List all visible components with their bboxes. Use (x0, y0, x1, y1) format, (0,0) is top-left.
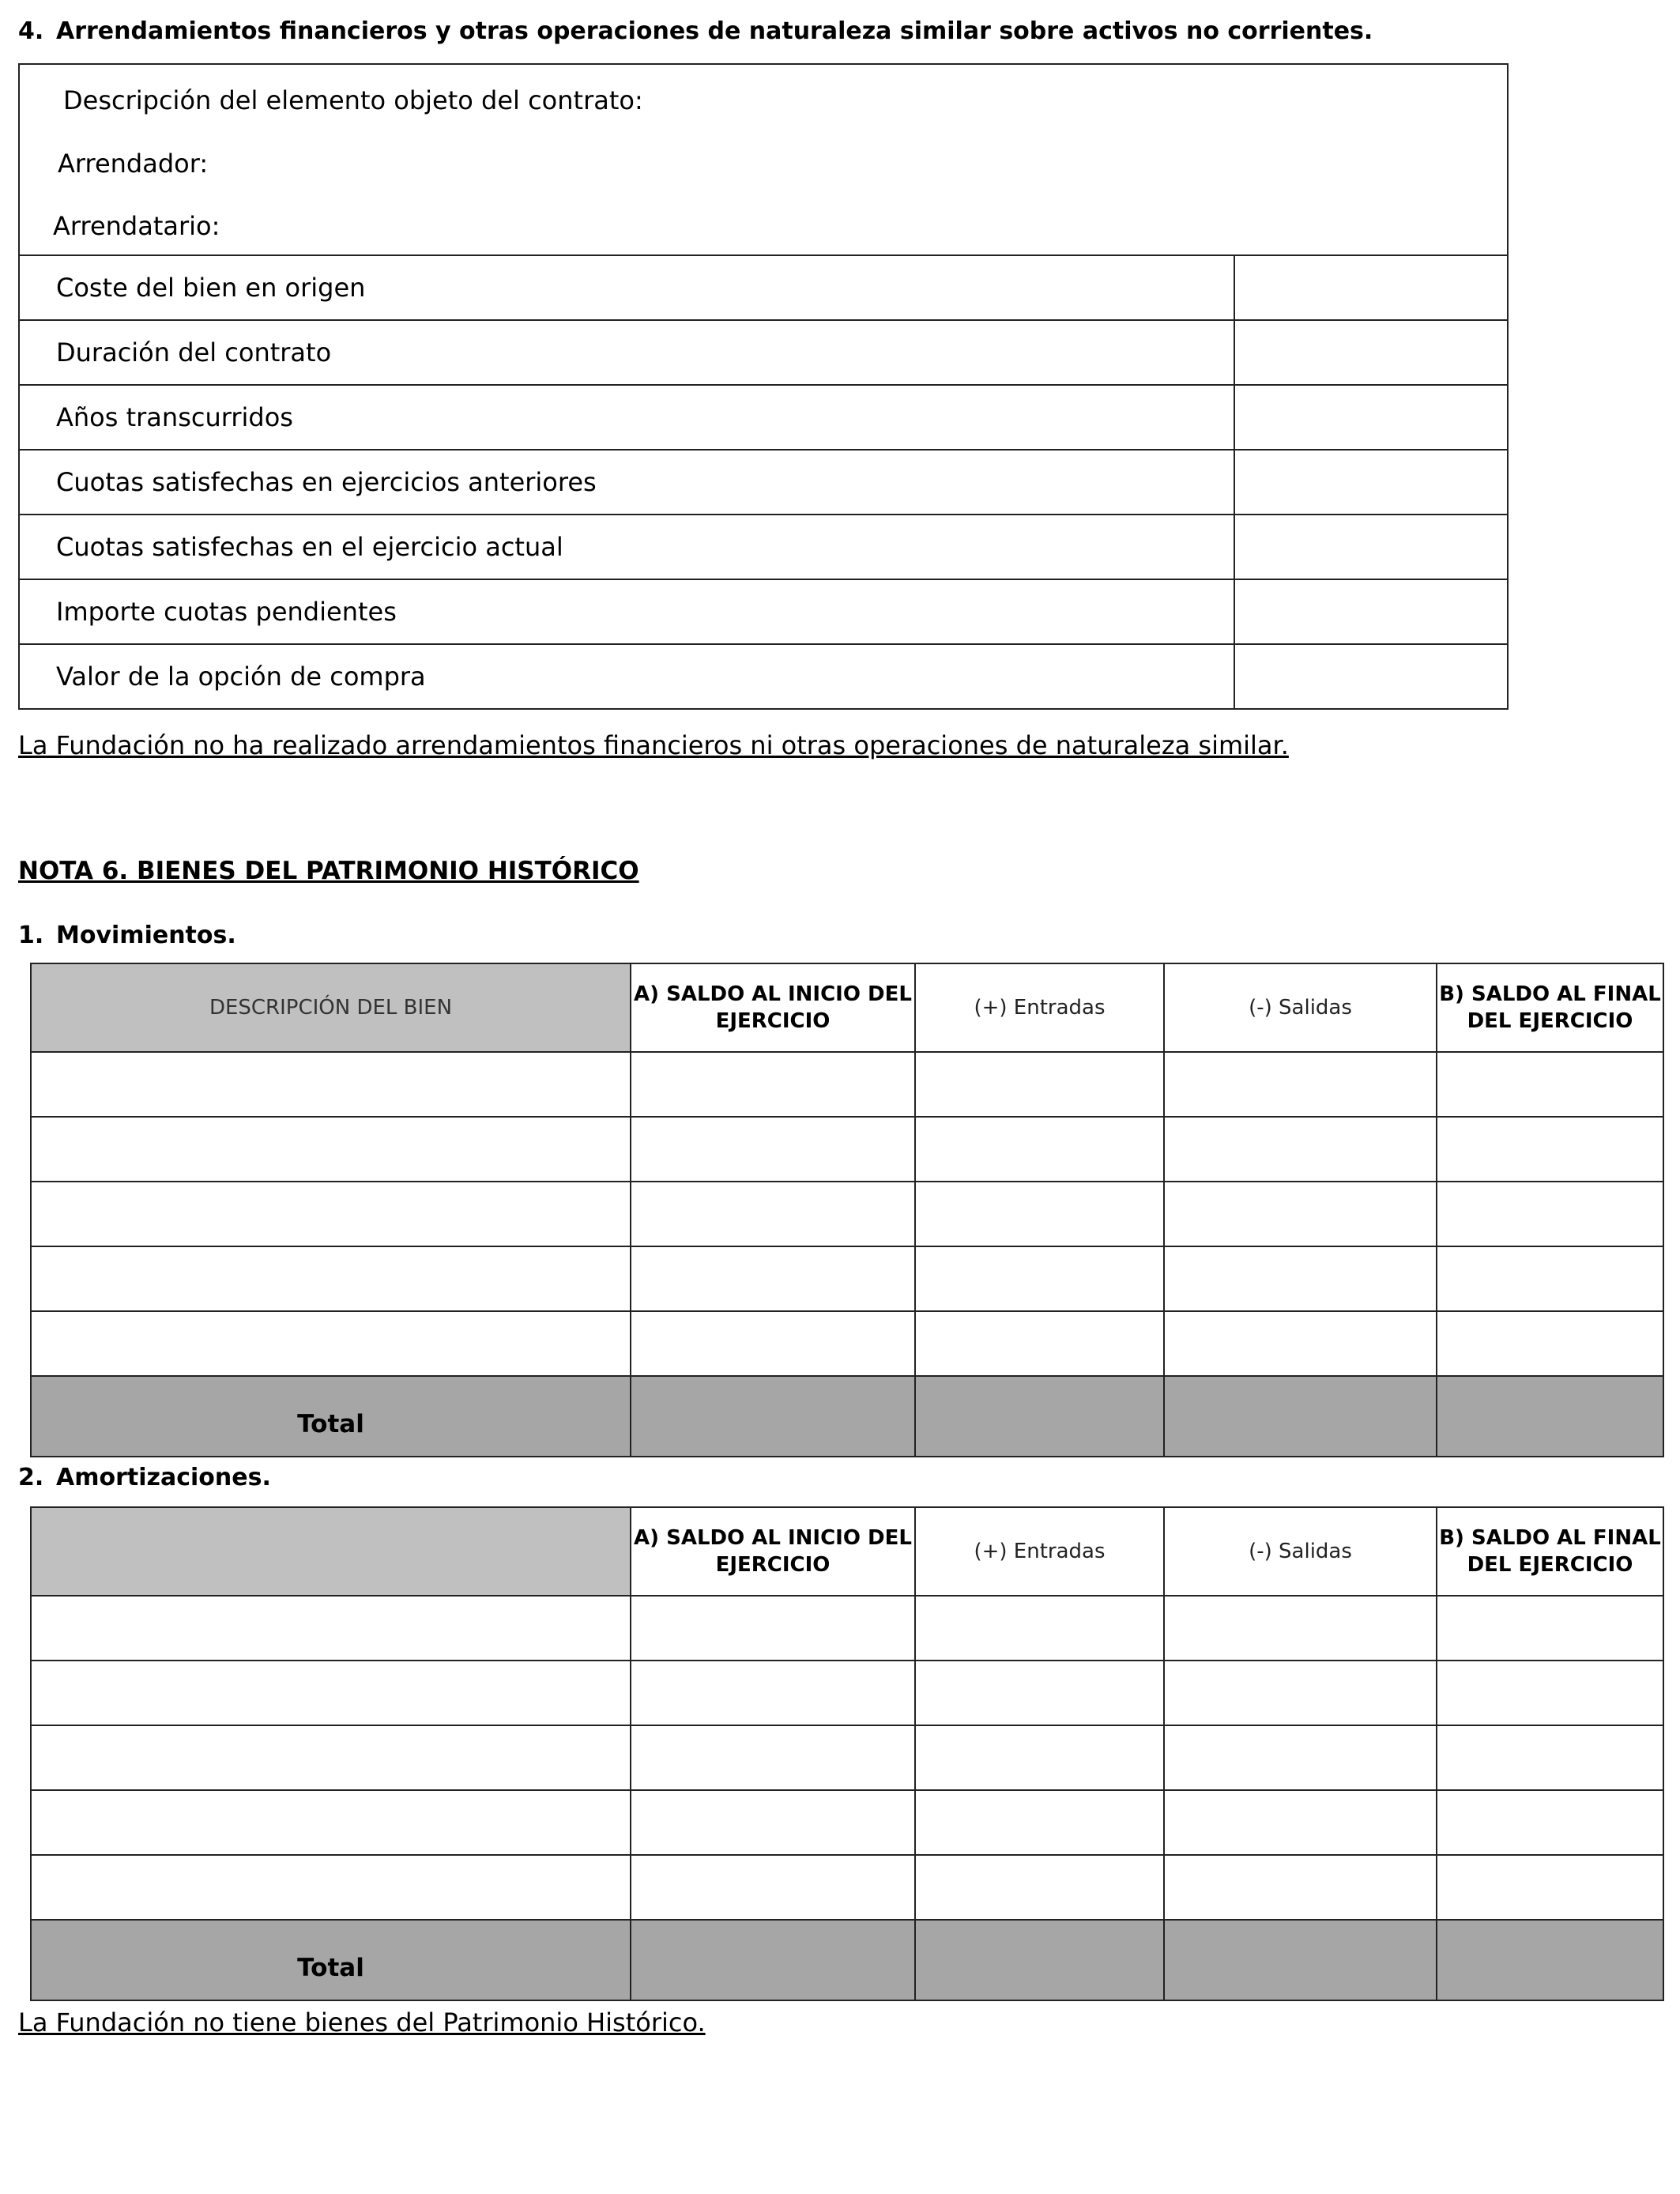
lease-row-value[interactable] (1234, 385, 1508, 450)
lease-row-value[interactable] (1234, 450, 1508, 515)
table-cell[interactable] (631, 1596, 915, 1661)
table-row (31, 1052, 1663, 1117)
lease-row-label: Duración del contrato (19, 320, 1234, 385)
table-cell[interactable] (1164, 1596, 1437, 1661)
section-title: Arrendamientos financieros y otras operaciones de naturaleza similar sobre activos no corrientes. (56, 17, 1373, 45)
total-cell (1437, 1920, 1663, 2000)
table-cell[interactable] (631, 1855, 915, 1920)
table-row (31, 1596, 1663, 1661)
description-label: Descripción del elemento objeto del contrato: (63, 85, 643, 115)
table-cell[interactable] (915, 1790, 1164, 1855)
col-header-exits: (-) Salidas (1164, 1507, 1437, 1596)
table-cell[interactable] (31, 1182, 631, 1246)
contract-info-cell (19, 64, 1508, 255)
table-cell[interactable] (1437, 1311, 1663, 1376)
table-cell[interactable] (31, 1855, 631, 1920)
table-cell[interactable] (631, 1052, 915, 1117)
table-cell[interactable] (1437, 1117, 1663, 1182)
table-cell[interactable] (1437, 1246, 1663, 1311)
total-cell (1164, 1920, 1437, 2000)
total-cell (915, 1920, 1164, 2000)
total-cell (631, 1920, 915, 2000)
table-cell[interactable] (631, 1790, 915, 1855)
table-cell[interactable] (631, 1725, 915, 1790)
col-header-opening-balance: A) SALDO AL INICIO DEL EJERCICIO (631, 1507, 915, 1596)
table-cell[interactable] (1164, 1661, 1437, 1725)
table-row (31, 1311, 1663, 1376)
table-cell[interactable] (31, 1311, 631, 1376)
table-row (31, 1725, 1663, 1790)
lessor-label: Arrendador: (58, 149, 209, 179)
movimientos-heading (18, 922, 236, 949)
lease-row-label: Cuotas satisfechas en ejercicios anteriores (19, 450, 1234, 515)
table-cell[interactable] (31, 1596, 631, 1661)
table-cell[interactable] (915, 1052, 1164, 1117)
lease-row (19, 515, 1508, 579)
table-cell[interactable] (1437, 1596, 1663, 1661)
lease-row-value[interactable] (1234, 255, 1508, 320)
lease-row (19, 255, 1508, 320)
section-number: 2. (18, 1464, 44, 1491)
table-row (31, 1182, 1663, 1246)
lease-row-label: Años transcurridos (19, 385, 1234, 450)
lessee-label: Arrendatario: (53, 211, 220, 241)
table-cell[interactable] (1164, 1182, 1437, 1246)
lease-row (19, 579, 1508, 644)
table-cell[interactable] (1437, 1661, 1663, 1725)
table-cell[interactable] (31, 1725, 631, 1790)
table-cell[interactable] (1437, 1052, 1663, 1117)
total-label: Total (31, 1376, 631, 1457)
lease-table (18, 63, 1509, 710)
nota6-title: NOTA 6. BIENES DEL PATRIMONIO HISTÓRICO (18, 857, 639, 885)
lease-row-label: Coste del bien en origen (19, 255, 1234, 320)
table-cell[interactable] (1164, 1311, 1437, 1376)
table-row (31, 1246, 1663, 1311)
table-cell[interactable] (631, 1182, 915, 1246)
section-4-heading (18, 17, 1373, 45)
table-cell[interactable] (915, 1117, 1164, 1182)
table-cell[interactable] (631, 1311, 915, 1376)
table-cell[interactable] (915, 1246, 1164, 1311)
table-cell[interactable] (1437, 1790, 1663, 1855)
col-header-description: DESCRIPCIÓN DEL BIEN (31, 963, 631, 1052)
table-cell[interactable] (915, 1855, 1164, 1920)
table-cell[interactable] (631, 1117, 915, 1182)
col-header-opening-balance: A) SALDO AL INICIO DEL EJERCICIO (631, 963, 915, 1052)
total-label: Total (31, 1920, 631, 2000)
lease-row (19, 450, 1508, 515)
total-cell (915, 1376, 1164, 1457)
section-title: Amortizaciones. (56, 1464, 271, 1491)
section-number: 1. (18, 922, 44, 949)
section-number: 4. (18, 17, 44, 45)
patrimonio-note: La Fundación no tiene bienes del Patrimonio Histórico. (18, 2007, 706, 2038)
lease-row-label: Valor de la opción de compra (19, 644, 1234, 709)
total-row (31, 1376, 1663, 1457)
lease-row-label: Importe cuotas pendientes (19, 579, 1234, 644)
table-cell[interactable] (915, 1182, 1164, 1246)
lease-row-value[interactable] (1234, 644, 1508, 709)
lease-row-value[interactable] (1234, 579, 1508, 644)
total-row (31, 1920, 1663, 2000)
table-row (31, 1117, 1663, 1182)
table-cell[interactable] (31, 1246, 631, 1311)
table-cell[interactable] (1164, 1052, 1437, 1117)
table-cell[interactable] (31, 1661, 631, 1725)
table-cell[interactable] (1437, 1725, 1663, 1790)
lease-note: La Fundación no ha realizado arrendamientos financieros ni otras operaciones de naturaleza similar. (18, 730, 1289, 760)
total-cell (631, 1376, 915, 1457)
table-cell[interactable] (1437, 1182, 1663, 1246)
table-cell[interactable] (31, 1052, 631, 1117)
table-cell[interactable] (915, 1311, 1164, 1376)
table-cell[interactable] (31, 1117, 631, 1182)
total-cell (1164, 1376, 1437, 1457)
col-header-description (31, 1507, 631, 1596)
section-title: Movimientos. (56, 922, 236, 949)
total-cell (1437, 1376, 1663, 1457)
table-cell[interactable] (915, 1725, 1164, 1790)
col-header-closing-balance: B) SALDO AL FINAL DEL EJERCICIO (1437, 963, 1663, 1052)
lease-row-value[interactable] (1234, 320, 1508, 385)
movimientos-table (30, 963, 1664, 1457)
amortizaciones-heading (18, 1464, 271, 1491)
table-row (31, 1661, 1663, 1725)
table-cell[interactable] (1164, 1855, 1437, 1920)
lease-row (19, 644, 1508, 709)
col-header-entries: (+) Entradas (915, 1507, 1164, 1596)
col-header-entries: (+) Entradas (915, 963, 1164, 1052)
table-cell[interactable] (1164, 1117, 1437, 1182)
table-cell[interactable] (915, 1596, 1164, 1661)
lease-row (19, 320, 1508, 385)
lease-row-label: Cuotas satisfechas en el ejercicio actual (19, 515, 1234, 579)
col-header-closing-balance: B) SALDO AL FINAL DEL EJERCICIO (1437, 1507, 1663, 1596)
table-cell[interactable] (1164, 1790, 1437, 1855)
table-header-row (31, 963, 1663, 1052)
table-cell[interactable] (1437, 1855, 1663, 1920)
lease-row-value[interactable] (1234, 515, 1508, 579)
lease-row (19, 385, 1508, 450)
table-row (31, 1790, 1663, 1855)
amortizaciones-table (30, 1506, 1664, 2001)
table-cell[interactable] (631, 1661, 915, 1725)
table-cell[interactable] (31, 1790, 631, 1855)
table-header-row (31, 1507, 1663, 1596)
col-header-exits: (-) Salidas (1164, 963, 1437, 1052)
table-cell[interactable] (1164, 1725, 1437, 1790)
table-cell[interactable] (631, 1246, 915, 1311)
table-cell[interactable] (915, 1661, 1164, 1725)
table-cell[interactable] (1164, 1246, 1437, 1311)
table-row (31, 1855, 1663, 1920)
